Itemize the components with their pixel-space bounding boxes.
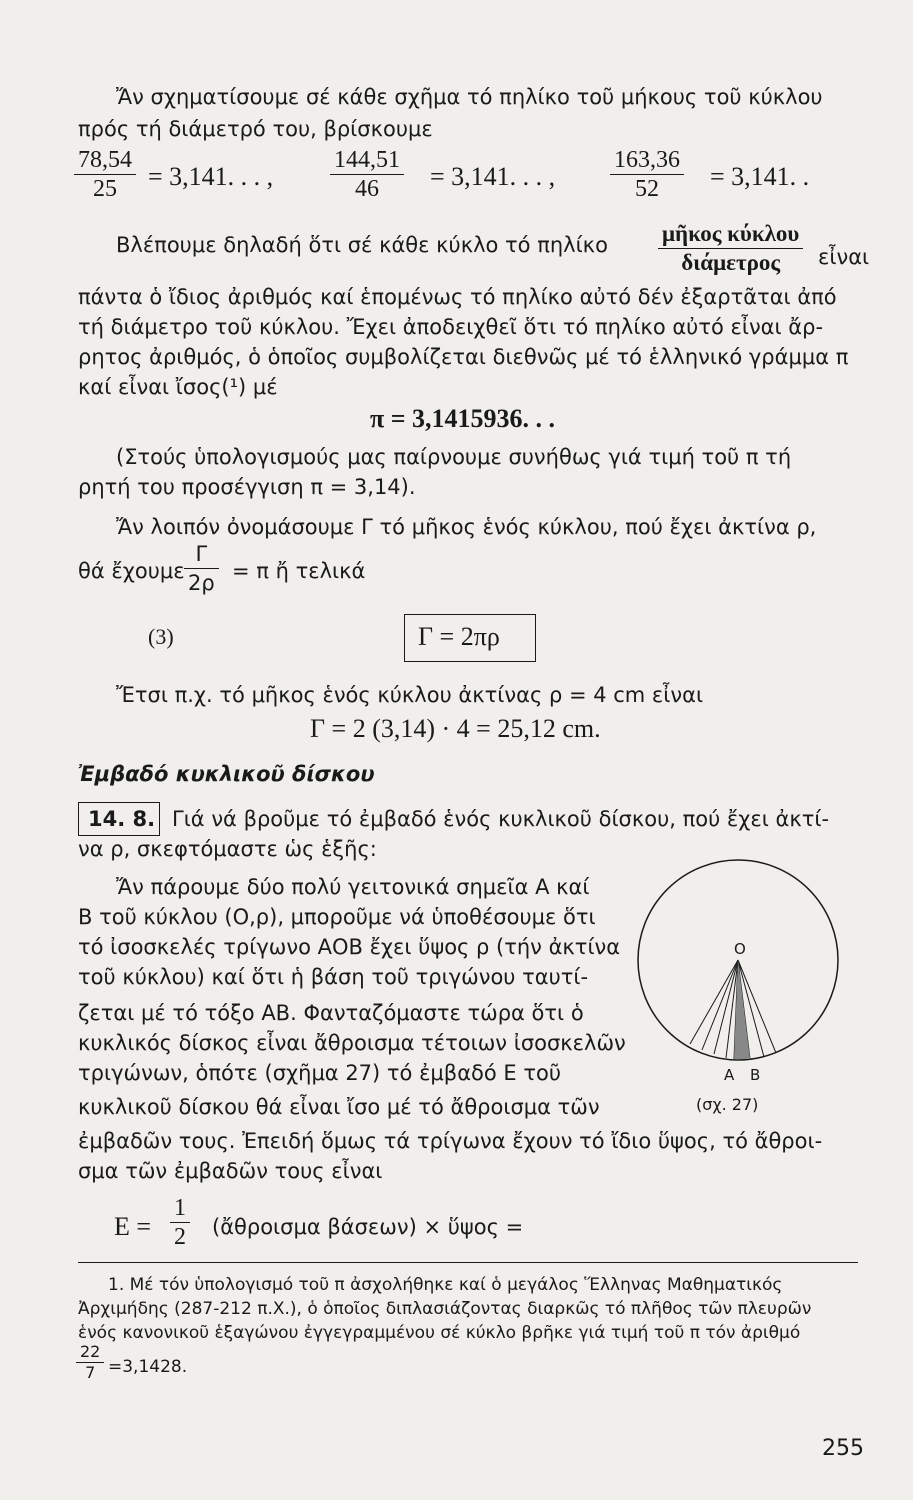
denominator: διάμετρος bbox=[681, 250, 781, 275]
fraction-3 bbox=[610, 146, 684, 203]
text-line: Βλέπουμε δηλαδή ὅτι σέ κάθε κύκλο τό πηλίκο bbox=[116, 233, 608, 257]
radius-line bbox=[690, 960, 738, 1044]
half-fraction bbox=[170, 1194, 190, 1251]
pi-value: π = 3,1415936. . . bbox=[370, 404, 556, 433]
text-line: κυκλικοῦ δίσκου θά εἶναι ἴσο μέ τό ἄθροισμα τῶν bbox=[78, 1095, 600, 1119]
numerator: 163,36 bbox=[614, 147, 680, 173]
text-line: τό ἰσοσκελές τρίγωνο ΑΟΒ ἔχει ὕψος ρ (τήν ἀκτίνα bbox=[78, 935, 621, 959]
denominator: 2 bbox=[174, 1224, 186, 1250]
text-line: καί εἶναι ἴσος(¹) μέ bbox=[78, 375, 278, 399]
triangle-fan bbox=[690, 960, 776, 1059]
text-line: Ἄν πάρουμε δύο πολύ γειτονικά σημεῖα Α καί bbox=[116, 875, 590, 899]
text-line: πάντα ὁ ἴδιος ἀριθμός καί ἑπομένως τό πηλίκο αὐτό δέν ἐξαρτᾶται ἀπό bbox=[78, 285, 837, 309]
text-line: να ρ, σκεφτόμαστε ὡς ἑξῆς: bbox=[78, 837, 377, 861]
numerator: μῆκος κύκλου bbox=[662, 221, 800, 246]
text-line: πρός τή διάμετρό του, βρίσκουμε bbox=[78, 117, 433, 141]
text-line: εἶναι bbox=[818, 245, 870, 269]
equation-3: Γ = 2πρ bbox=[418, 622, 500, 651]
point-a-label: Α bbox=[724, 1066, 735, 1084]
figure-caption: (σχ. 27) bbox=[696, 1095, 759, 1114]
ratio-fraction bbox=[658, 220, 803, 277]
figure-circle bbox=[630, 856, 850, 1126]
example-equation: Γ = 2 (3,14) · 4 = 25,12 cm. bbox=[310, 714, 601, 743]
text-line: = π ἤ τελικά bbox=[232, 559, 366, 583]
numerator: 22 bbox=[80, 1342, 101, 1361]
section-heading: Ἐμβαδό κυκλικοῦ δίσκου bbox=[78, 762, 375, 786]
section-number: 14. 8. bbox=[88, 807, 156, 831]
footnote-line: ἑνός κανονικοῦ ἑξαγώνου ἐγγεγραμμένου σέ κύκλο βρῆκε γιά τιμή τοῦ π τόν ἀριθμό bbox=[78, 1323, 801, 1343]
text-line: Γιά νά βροῦμε τό ἐμβαδό ἑνός κυκλικοῦ δίσκου, πού ἔχει ἀκτί- bbox=[172, 807, 830, 831]
denominator: 7 bbox=[85, 1363, 96, 1382]
numerator: Γ bbox=[195, 542, 208, 566]
text-line: Ἔτσι π.χ. τό μῆκος ἑνός κύκλου ἀκτίνας ρ = 4 cm εἶναι bbox=[116, 683, 704, 707]
text-line: ἐμβαδῶν τους. Ἐπειδή ὅμως τά τρίγωνα ἔχουν τό ἴδιο ὕψος, τό ἄθροι- bbox=[78, 1129, 823, 1153]
g-fraction bbox=[184, 540, 219, 597]
page-number: 255 bbox=[822, 1436, 864, 1461]
denominator: 2ρ bbox=[188, 571, 215, 595]
denominator: 52 bbox=[635, 176, 659, 202]
point-b-label: Β bbox=[750, 1066, 761, 1084]
area-lhs: Ε = bbox=[114, 1212, 152, 1241]
fraction-result: = 3,141. . . , bbox=[148, 162, 274, 191]
text-line: σμα τῶν ἐμβαδῶν τους εἶναι bbox=[78, 1159, 383, 1183]
footnote-line: Ἀρχιμήδης (287-212 π.Χ.), ὁ ὁποῖος διπλασιάζοντας διαρκῶς τό πλῆθος τῶν πλευρῶν bbox=[78, 1299, 812, 1319]
fraction-1 bbox=[74, 146, 136, 203]
text-line: τή διάμετρο τοῦ κύκλου. Ἔχει ἀποδειχθεῖ ὅτι τό πηλίκο αὐτό εἶναι ἄρ- bbox=[78, 315, 824, 339]
fraction-result: = 3,141. . . , bbox=[430, 162, 556, 191]
center-label: Ο bbox=[734, 940, 746, 958]
text-line: τριγώνων, ὁπότε (σχῆμα 27) τό ἐμβαδό Ε τοῦ bbox=[78, 1061, 561, 1085]
fraction-result: = 3,141. . bbox=[710, 162, 810, 191]
text-line: κυκλικός δίσκος εἶναι ἄθροισμα τέτοιων ἰσοσκελῶν bbox=[78, 1031, 626, 1055]
numerator: 144,51 bbox=[334, 147, 400, 173]
denominator: 46 bbox=[355, 176, 379, 202]
footnote-rule bbox=[78, 1262, 858, 1263]
numerator: 1 bbox=[174, 1195, 186, 1221]
text-line: Β τοῦ κύκλου (Ο,ρ), μποροῦμε νά ὑποθέσουμε ὅτι bbox=[78, 905, 596, 929]
footnote-value: =3,1428. bbox=[108, 1357, 188, 1377]
text-line: ρητος ἀριθμός, ὁ ὁποῖος συμβολίζεται διεθνῶς μέ τό ἑλληνικό γράμμα π bbox=[78, 345, 849, 369]
footnote-fraction bbox=[76, 1342, 104, 1383]
denominator: 25 bbox=[93, 176, 117, 202]
text-line: (ἄθροισμα βάσεων) × ὕψος = bbox=[212, 1215, 524, 1239]
text-line: θά ἔχουμε bbox=[78, 559, 185, 583]
text-line: Ἄν λοιπόν ὀνομάσουμε Γ τό μῆκος ἑνός κύκλου, πού ἔχει ἀκτίνα ρ, bbox=[116, 515, 817, 539]
text-line: τοῦ κύκλου) καί ὅτι ἡ βάση τοῦ τριγώνου ταυτί- bbox=[78, 965, 589, 989]
text-line: (Στούς ὑπολογισμούς μας παίρνουμε συνήθως γιά τιμή τοῦ π τή bbox=[116, 445, 792, 469]
text-line: Ἄν σχηματίσουμε σέ κάθε σχῆμα τό πηλίκο τοῦ μήκους τοῦ κύκλου bbox=[116, 85, 823, 109]
text-line: ρητή του προσέγγιση π = 3,14). bbox=[78, 475, 416, 499]
fraction-2 bbox=[330, 146, 404, 203]
equation-label: (3) bbox=[148, 624, 174, 649]
text-line: ζεται μέ τό τόξο ΑΒ. Φανταζόμαστε τώρα ὅτι ὁ bbox=[78, 1001, 584, 1025]
numerator: 78,54 bbox=[78, 147, 132, 173]
footnote-line: 1. Μέ τόν ὑπολογισμό τοῦ π ἀσχολήθηκε καί ὁ μεγάλος Ἕλληνας Μαθηματικός bbox=[108, 1275, 783, 1295]
